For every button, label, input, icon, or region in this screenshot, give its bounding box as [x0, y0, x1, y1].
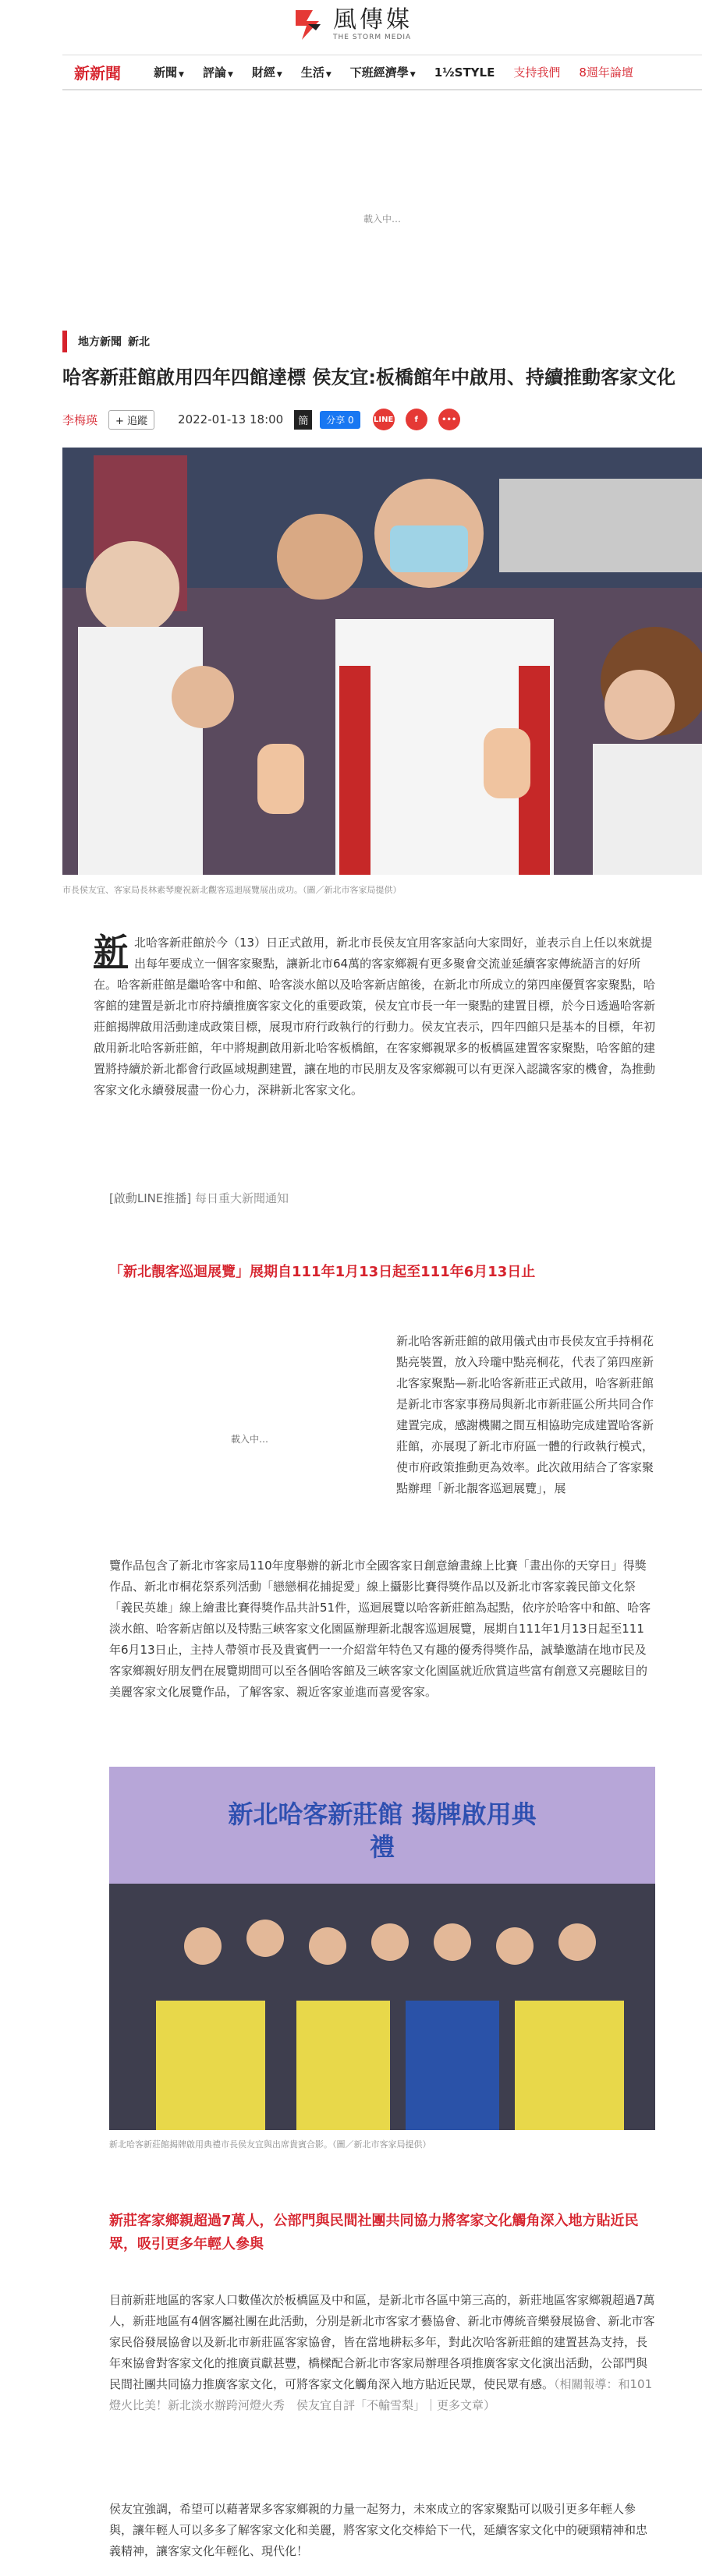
- nav-item-news[interactable]: [154, 64, 184, 80]
- nav-item-anniversary[interactable]: 8週年論壇: [579, 65, 633, 80]
- follow-button[interactable]: + 追蹤: [108, 410, 154, 430]
- caret-down-icon: ▼: [410, 71, 416, 79]
- related-text: 每日重大新聞通知: [194, 1191, 289, 1205]
- related-label: [啟動LINE推播]: [109, 1191, 192, 1205]
- nav-item-finance[interactable]: [252, 64, 282, 80]
- article-intro: [94, 932, 655, 1101]
- lead-dropcap: 新: [94, 932, 128, 971]
- storm-logo-icon: [289, 7, 325, 41]
- brand-name: 風傳媒: [333, 6, 413, 34]
- hero-caption: 市長侯友宜、客家局長林素琴慶祝新北觀客巡迴展覽展出成功。（圖／新北市客家局提供）: [62, 885, 402, 895]
- facebook-share-button[interactable]: 分享 0: [320, 411, 360, 429]
- caret-down-icon: ▼: [227, 71, 233, 79]
- main-nav: [62, 55, 702, 90]
- tag-local-news[interactable]: 地方新聞: [78, 336, 122, 349]
- tag-accent-bar: [62, 331, 67, 352]
- nav-label: 生活: [300, 65, 324, 80]
- simplified-toggle[interactable]: 簡: [294, 410, 312, 430]
- inline-ad-placeholder: [109, 1325, 390, 1552]
- article-meta: [62, 407, 471, 432]
- nav-item-life[interactable]: [301, 64, 332, 80]
- publish-date: 2022-01-13 18:00: [178, 412, 284, 426]
- nav-item-economics[interactable]: [350, 64, 416, 80]
- paragraph-3: [109, 2290, 655, 2416]
- line-push-link[interactable]: [109, 1190, 289, 1206]
- paragraph-1: 北哈客新莊館於今（13）日正式啟用，新北市長侯友宜用客家話向大家問好，並表示自上任以來就提出每年要成立一個客家聚點，讓新北市64萬的客家鄉親有更多聚會交流並延續客家傳統語言的好所在。哈客新莊館是繼哈客中和館、哈客淡水館以及哈客新店館後，在新北市所成立的第四座優質客家聚點，哈客館的建置是新北市府持續推廣客家文化的重要政策，侯友宜市長一年一聚點的建置目標，於今日透過哈客新莊館揭牌啟用活動達成政策目標，展現市府行政執行的行動力。侯友宜表示，四年四館只是基本的目標，年初啟用新北哈客新莊館，年中將規劃啟用新北哈客板橋館，在客家鄉親眾多的板橋區建置客家聚點，哈客館的建置將持續於新北都會行政區域規劃建置，讓在地的市民朋友及客家鄉親可以有更深入認識客家的機會，為推動客家文化永續發展盡一份心力，深耕新北客家文化。: [94, 936, 656, 1097]
- ceremony-caption: 新北哈客新莊館揭牌啟用典禮市長侯友宜與出席貴賓合影。（圖／新北市客家局提供）: [109, 2139, 431, 2150]
- nav-item-style[interactable]: 1½STYLE: [434, 65, 495, 80]
- ceremony-banner-text: 新北哈客新莊館 揭牌啟用典禮: [228, 1799, 537, 1862]
- nav-label: 評論: [202, 65, 226, 80]
- ceremony-photo: [109, 1767, 655, 2130]
- related-articles-link[interactable]: （相關報導：和101燈火比美！新北淡水辦跨河燈火秀 侯友宜自評「不輸雪梨」｜更多文章）: [109, 2377, 653, 2412]
- paragraph-4: 侯友宜強調，希望可以藉著眾多客家鄉親的力量一起努力，未來成立的客家聚點可以吸引更多年輕人參與，讓年輕人可以多多了解客家文化和美麗，將客家文化交棒給下一代，延續客家文化中的硬頸精神和忠義精神，讓客家文化年輕化、現代化！: [109, 2502, 648, 2558]
- nav-item-support[interactable]: 支持我們: [513, 65, 561, 80]
- nav-label: 下班經濟學: [349, 65, 409, 80]
- top-ad-placeholder: [62, 101, 702, 335]
- nav-label: 新聞: [154, 65, 178, 80]
- ad-loading-text: 載入中…: [363, 213, 401, 225]
- top-brand-bar: [0, 0, 702, 48]
- hero-photo: [62, 448, 702, 875]
- author-link[interactable]: 李梅瑛: [62, 412, 98, 427]
- hero-photo-illustration: [62, 448, 702, 875]
- tag-new-taipei[interactable]: 新北: [128, 336, 150, 349]
- site-logo[interactable]: [289, 7, 413, 41]
- article-title: 哈客新莊館啟用四年四館達標 侯友宜:板橋館年中啟用、持續推動客家文化: [62, 366, 675, 388]
- nav-item-opinion[interactable]: [203, 64, 233, 80]
- nav-logo[interactable]: 新新聞: [74, 64, 121, 83]
- caret-down-icon: ▼: [325, 71, 332, 79]
- brand-english: THE STORM MEDIA: [333, 34, 412, 41]
- paragraph-2-right: 新北哈客新莊館的啟用儀式由市長侯友宜手持桐花點亮裝置，放入玲瓏中點亮桐花，代表了第四座新北客家聚點—新北哈客新莊正式啟用，哈客新莊館是新北市客家事務局與新北市新莊區公所共同合作建置完成，感謝機關之間互相協助完成建置哈客新莊館，亦展現了新北市府區一體的行政執行模式，使市府政策推動更為效率。此次啟用結合了客家聚點辦理「新北靚客巡迴展覽」，展: [396, 1334, 654, 1495]
- category-tags: [62, 332, 156, 351]
- ad-loading-text: 載入中…: [230, 1433, 268, 1445]
- nav-label: 財經: [251, 65, 275, 80]
- caret-down-icon: ▼: [179, 71, 184, 79]
- section-heading-2: 新莊客家鄉親超過7萬人，公部門與民間社團共同協力將客家文化觸角深入地方貼近民眾，吸引更多年輕人參與: [109, 2213, 639, 2252]
- paragraph-3-text: 目前新莊地區的客家人口數僅次於板橋區及中和區，是新北市各區中第三高的，新莊地區客家鄉親超過7萬人，新莊地區有4個客屬社團在此活動，分別是新北市客家才藝協會、新北市傳統音樂發展協會、新北市客家民俗發展協會以及新北市新莊區客家協會，皆在當地耕耘多年，對此次哈客新莊館的建置甚為支持，長年來協會對客家文化的推廣貢獻甚豐，橋樑配合新北市客家局辦理各項推廣客家文化演出活動，公部門與民間社團共同協力推廣客家文化，可將客家文化觸角深入地方貼近民眾，使民眾有感。: [109, 2293, 655, 2391]
- section-heading-1: 「新北靚客巡迴展覽」展期自111年1月13日起至111年6月13日止: [109, 1264, 536, 1280]
- line-share-icon[interactable]: LINE: [373, 409, 395, 430]
- paragraph-2-full: 覽作品包含了新北市客家局110年度舉辦的新北市全國客家日創意繪畫線上比賽「畫出你的天穿日」得獎作品、新北市桐花祭系列活動「戀戀桐花捕捉愛」線上攝影比賽得獎作品以及新北市客家義民節文化祭「義民英雄」線上繪畫比賽得獎作品共計51件，巡迴展覽以哈客新莊館為起點，依序於哈客中和館、哈客淡水館、哈客新店館以及特點三峽客家文化園區辦理新北靚客巡迴展覽，展期自111年1月13日起至111年6月13日止，主持人帶領市長及貴賓們一一介紹當年特色又有趣的優秀得獎作品，誠摯邀請在地市民及客家鄉親好朋友們在展覽期間可以至各個哈客館及三峽客家文化園區就近欣賞這些富有創意又亮麗眩目的美麗客家文化展覽作品，了解客家、親近客家並進而喜愛客家。: [109, 1559, 651, 1699]
- caret-down-icon: ▼: [276, 71, 282, 79]
- more-share-icon[interactable]: •••: [438, 409, 460, 430]
- facebook-icon[interactable]: f: [406, 409, 427, 430]
